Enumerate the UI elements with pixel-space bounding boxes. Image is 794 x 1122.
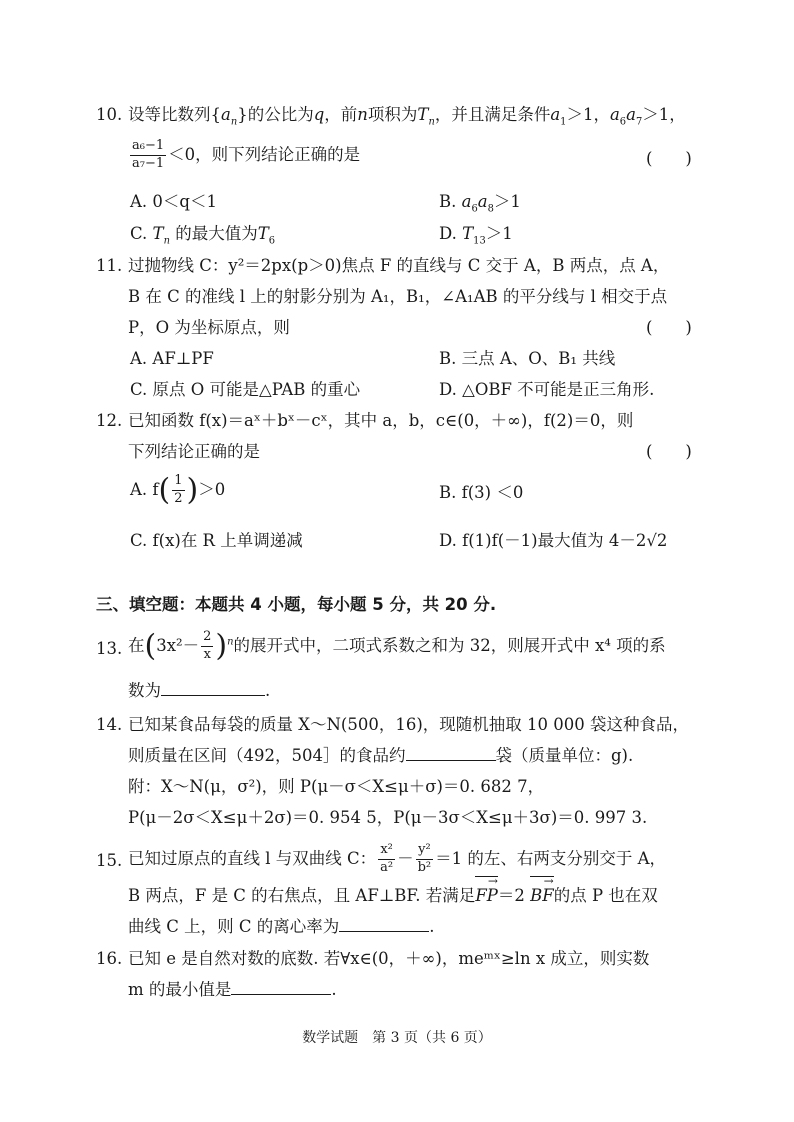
section-heading: 三、填空题：本题共 4 小题，每小题 5 分，共 20 分. [96,595,497,614]
q15-stem-line3: 曲线 C 上，则 C 的离心率为 . [128,917,435,936]
q11-option-d: D. △OBF 不可能是正三角形. [439,380,655,399]
q13-stem-line1: 在(3x²－ $\frac{2}{x}$ )$^n$的展开式中，二项式系数之和为 32，则展开式中 x⁴ 项的系 [128,628,666,664]
q14-stem-line2: 则质量在区间（492，504］的食品约 袋（质量单位：g). [128,746,634,765]
q11-stem-line2: B 在 C 的准线 l 上的射影分别为 A₁，B₁，∠A₁AB 的平分线与 l 相交于点 [128,287,668,306]
q16-number: 16. [96,949,123,968]
q11-stem-line1: 过抛物线 C：y²＝2px(p＞0)焦点 F 的直线与 C 交于 A，B 两点，点 A， [128,256,670,275]
q10-text: ，并且满足条件 [434,105,551,124]
q11-stem-line3: P，O 为坐标原点，则 [128,318,290,337]
q13-stem-line2: 数为 . [128,681,271,700]
vector-bf: → BF [530,888,554,905]
q12-option-a-fraction: $\frac{1}{2}$ [174,473,183,506]
q10-option-b: B. $a_6a_8>1$ [439,192,521,215]
q12-stem-line2: 下列结论正确的是 [128,442,260,461]
q16-stem-line1: 已知 e 是自然对数的底数. 若∀x∈(0，＋∞)，meᵐˣ≥ln x 成立，则实数 [128,949,650,968]
vector-fp: → FP [475,888,498,905]
q10-stem-line2 [128,139,360,172]
q11-number: 11. [96,256,123,275]
q15-number: 15. [96,851,123,870]
q12-option-b: B. f(3) ＜0 [439,483,524,502]
q10-text: 设等比数列{ [128,105,221,124]
q10-option-c: C. $T_n$ 的最大值为$T_6$ [130,224,275,247]
q15-fraction-y: $\frac{\text{y²}}{\text{b²}}$ [417,842,432,875]
page-footer: 数学试题 第 3 页（共 6 页） [302,1030,492,1046]
q13-number: 13. [96,639,123,658]
q15-fraction-x: $\frac{\text{x²}}{\text{a²}}$ [380,842,394,875]
q15-answer-blank[interactable] [339,930,429,932]
q16-answer-blank[interactable] [231,993,331,995]
q15-stem-line2: B 两点，F 是 C 的右焦点，且 AF⊥BF. 若满足→ FP＝2 → BF的点 P 也在双 [128,888,658,905]
q12-answer-bracket: ( ) [646,442,692,461]
q14-stem-line3: 附：X～N(μ，σ²)，则 P(μ－σ＜X≤μ＋σ)＝0. 682 7， [128,777,545,796]
q10-text: ＞1， [642,105,686,124]
q13-fraction: $\frac{2}{x}$ [203,629,212,662]
q14-answer-blank[interactable] [406,759,496,761]
q11-answer-bracket: ( ) [646,318,692,337]
q10-answer-bracket: ( ) [646,149,692,168]
q14-stem-line1: 已知某食品每袋的质量 X～N(500，16)，现随机抽取 10 000 袋这种食品， [128,715,690,734]
q10-text: }的公比为 [237,105,314,124]
q10-text: ，前 [324,105,358,124]
q10-option-a: A. 0＜q＜1 [130,192,217,211]
q12-number: 12. [96,411,123,430]
q14-stem-line4: P(μ－2σ＜X≤μ＋2σ)＝0. 954 5，P(μ－3σ＜X≤μ＋3σ)＝0. 997 3. [128,808,648,827]
q13-answer-blank[interactable] [161,694,265,696]
q12-option-a: A. f( $\frac{1}{2}$ )＞0 [130,472,226,508]
q10-number: 10. [96,105,123,124]
q14-number: 14. [96,715,123,734]
q12-stem-line1: 已知函数 f(x)＝aˣ＋bˣ－cˣ，其中 a，b，c∈(0，＋∞)，f(2)＝0，则 [128,411,634,430]
q10-fraction: $\frac{\text{a₆−1}}{\text{a₇−1}}$ [132,138,165,171]
q10-text: ＞1， [566,105,610,124]
q12-option-d: D. f(1)f(－1)最大值为 4－2√2 [439,531,668,550]
q10-text: ＜0，则下列结论正确的是 [168,144,361,164]
q10-stem-line1: 设等比数列$\{a_n\}$的公比为q，前n项积为$T_n$，并且满足条件$a_1>1$，$a_6a_7>1$， [128,105,686,128]
q10-option-d: D. $T_{13}>1$ [439,224,513,247]
q16-stem-line2: m 的最小值是 . [128,980,337,999]
q11-option-a: A. AF⊥PF [130,349,214,368]
q11-option-c: C. 原点 O 可能是△PAB 的重心 [130,380,361,399]
q15-stem-line1: 已知过原点的直线 l 与双曲线 C： $\frac{\text{x²}}{\text{a²}}$ － $\frac{\text{y²}}{\text{b²}}$ ＝1 的左、右两支分别交于 A， [128,842,667,875]
q12-option-c: C. f(x)在 R 上单调递减 [130,531,303,550]
q10-text: 项积为 [367,105,418,124]
q11-option-b: B. 三点 A、O、B₁ 共线 [439,349,616,368]
